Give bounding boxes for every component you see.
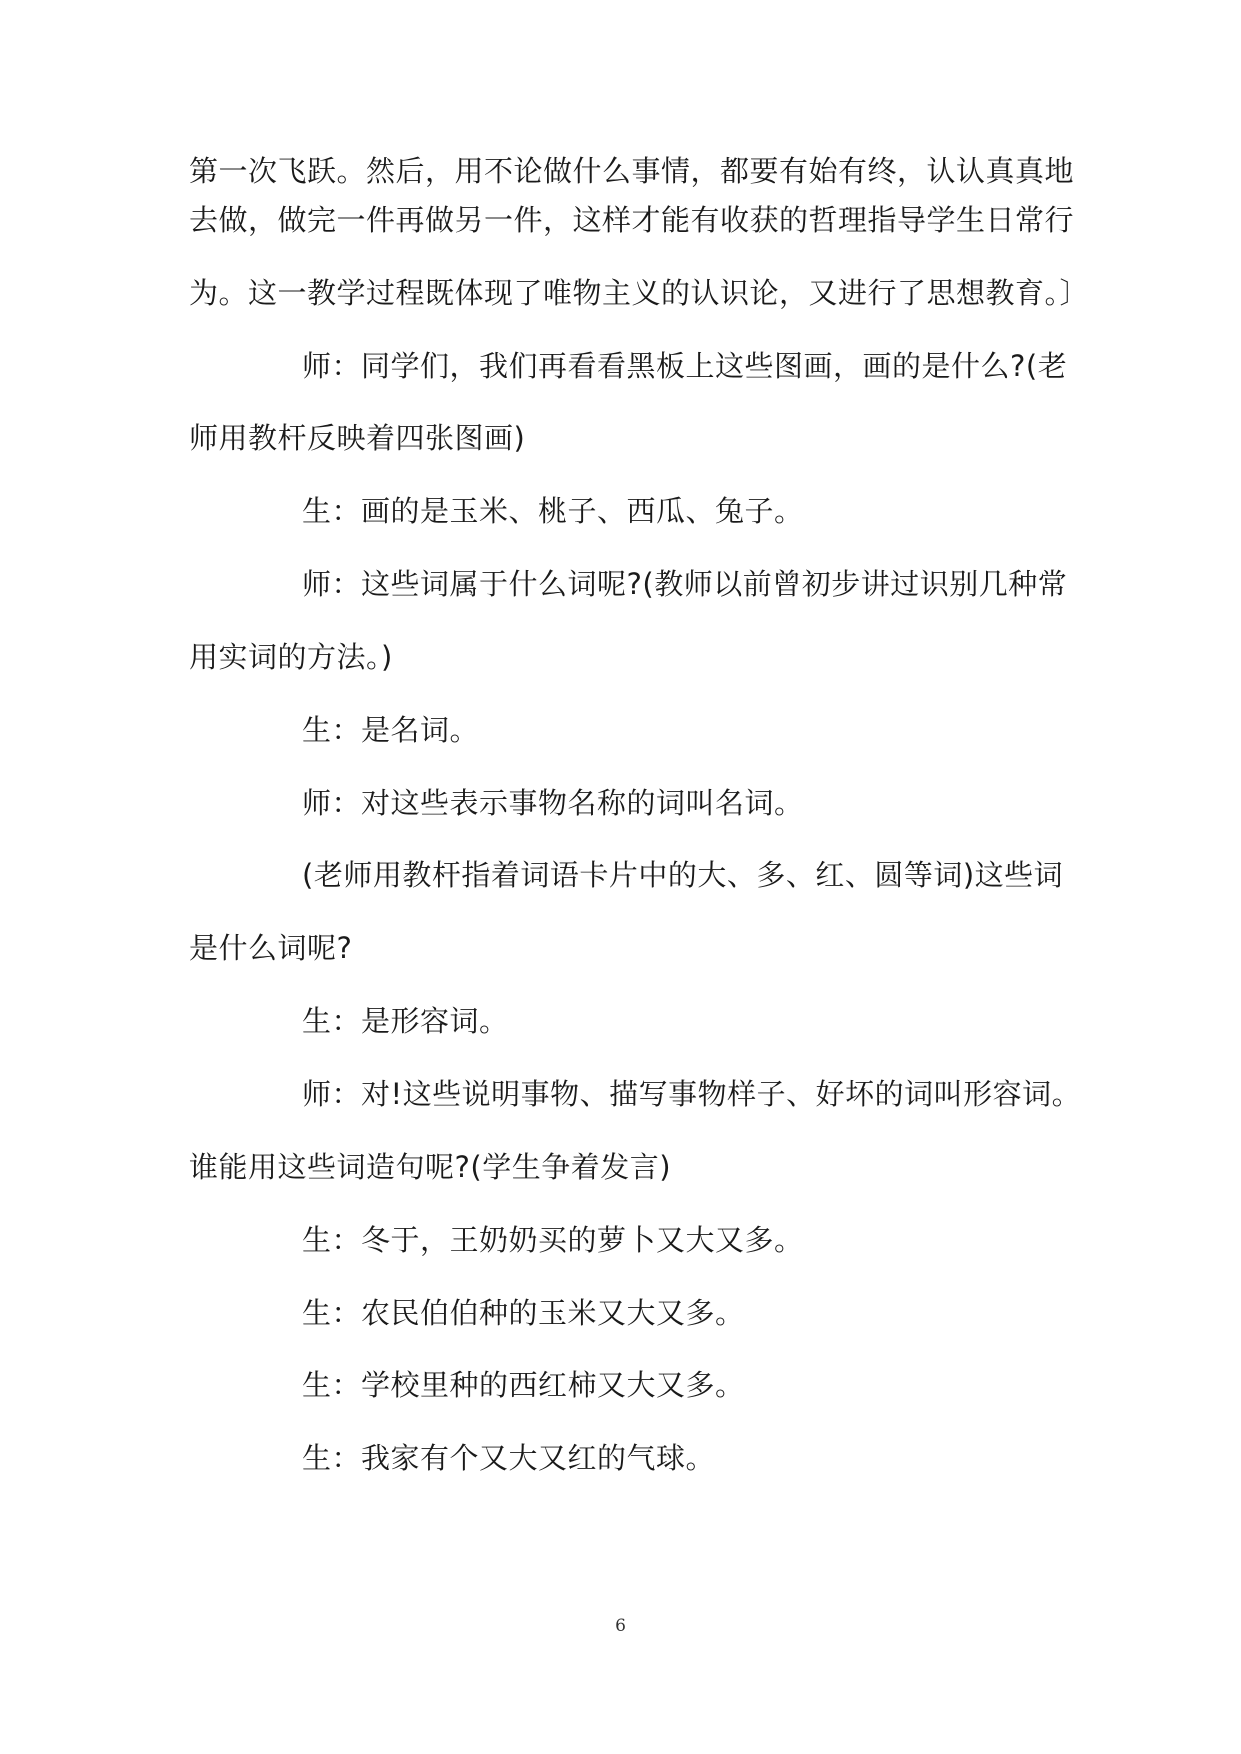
text-line: 生：农民伯伯种的玉米又大又多。 xyxy=(302,1296,745,1330)
text-line: 师：这些词属于什么词呢?(教师以前曾初步讲过识别几种常 xyxy=(302,567,1068,601)
text-line: 去做，做完一件再做另一件，这样才能有收获的哲理指导学生日常行 xyxy=(189,203,1075,237)
text-line: 师用教杆反映着四张图画) xyxy=(189,421,526,455)
text-line: 师：对!这些说明事物、描写事物样子、好坏的词叫形容词。 xyxy=(302,1077,1082,1111)
page-number: 6 xyxy=(615,1616,626,1636)
text-line: 谁能用这些词造句呢?(学生争着发言) xyxy=(189,1150,672,1184)
text-line: 生：是形容词。 xyxy=(302,1004,509,1038)
text-line: 是什么词呢? xyxy=(189,931,353,965)
text-line: 为。这一教学过程既体现了唯物主义的认识论，又进行了思想教育。〕 xyxy=(189,276,1090,310)
text-line: (老师用教杆指着词语卡片中的大、多、红、圆等词)这些词 xyxy=(302,858,1064,892)
text-line: 生：冬于，王奶奶买的萝卜又大又多。 xyxy=(302,1223,804,1257)
text-line: 生：是名词。 xyxy=(302,713,480,747)
text-line: 第一次飞跃。然后，用不论做什么事情，都要有始有终，认认真真地 xyxy=(189,154,1075,188)
text-line: 生：我家有个又大又红的气球。 xyxy=(302,1441,716,1475)
text-line: 用实词的方法。) xyxy=(189,640,393,674)
text-line: 师：对这些表示事物名称的词叫名词。 xyxy=(302,786,804,820)
text-line: 师：同学们，我们再看看黑板上这些图画，画的是什么?(老 xyxy=(302,349,1068,383)
text-line: 生：学校里种的西红柿又大又多。 xyxy=(302,1368,745,1402)
text-line: 生：画的是玉米、桃子、西瓜、兔子。 xyxy=(302,494,804,528)
